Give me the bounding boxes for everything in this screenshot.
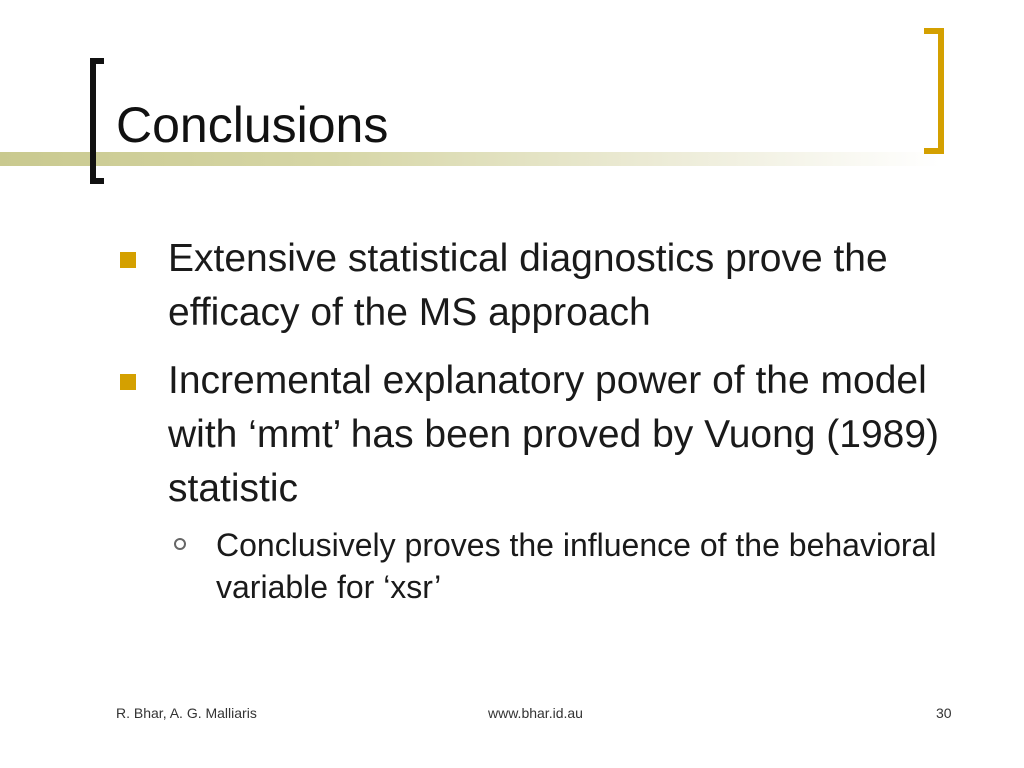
footer-page-number: 30 (936, 705, 952, 721)
bullet-text: Extensive statistical diagnostics prove the efficacy of the MS approach (168, 237, 888, 334)
slide-title: Conclusions (116, 97, 389, 153)
square-bullet-icon (120, 252, 136, 268)
left-bracket-decoration (90, 58, 104, 184)
bullet-text: Incremental explanatory power of the model with ‘mmt’ has been proved by Vuong (1989) statistic (168, 359, 940, 510)
bullet-item (118, 232, 948, 340)
sub-bullet-text: Conclusively proves the influence of the behavioral variable for ‘xsr’ (216, 527, 937, 605)
footer-website: www.bhar.id.au (488, 705, 583, 721)
square-bullet-icon (120, 374, 136, 390)
bullet-item (118, 354, 948, 516)
footer-authors: R. Bhar, A. G. Malliaris (116, 705, 257, 721)
right-bracket-decoration (924, 28, 944, 154)
sub-bullet-item (168, 524, 948, 608)
title-band-divider (0, 152, 940, 166)
bullet-list (118, 232, 948, 608)
hollow-circle-bullet-icon (174, 538, 186, 550)
